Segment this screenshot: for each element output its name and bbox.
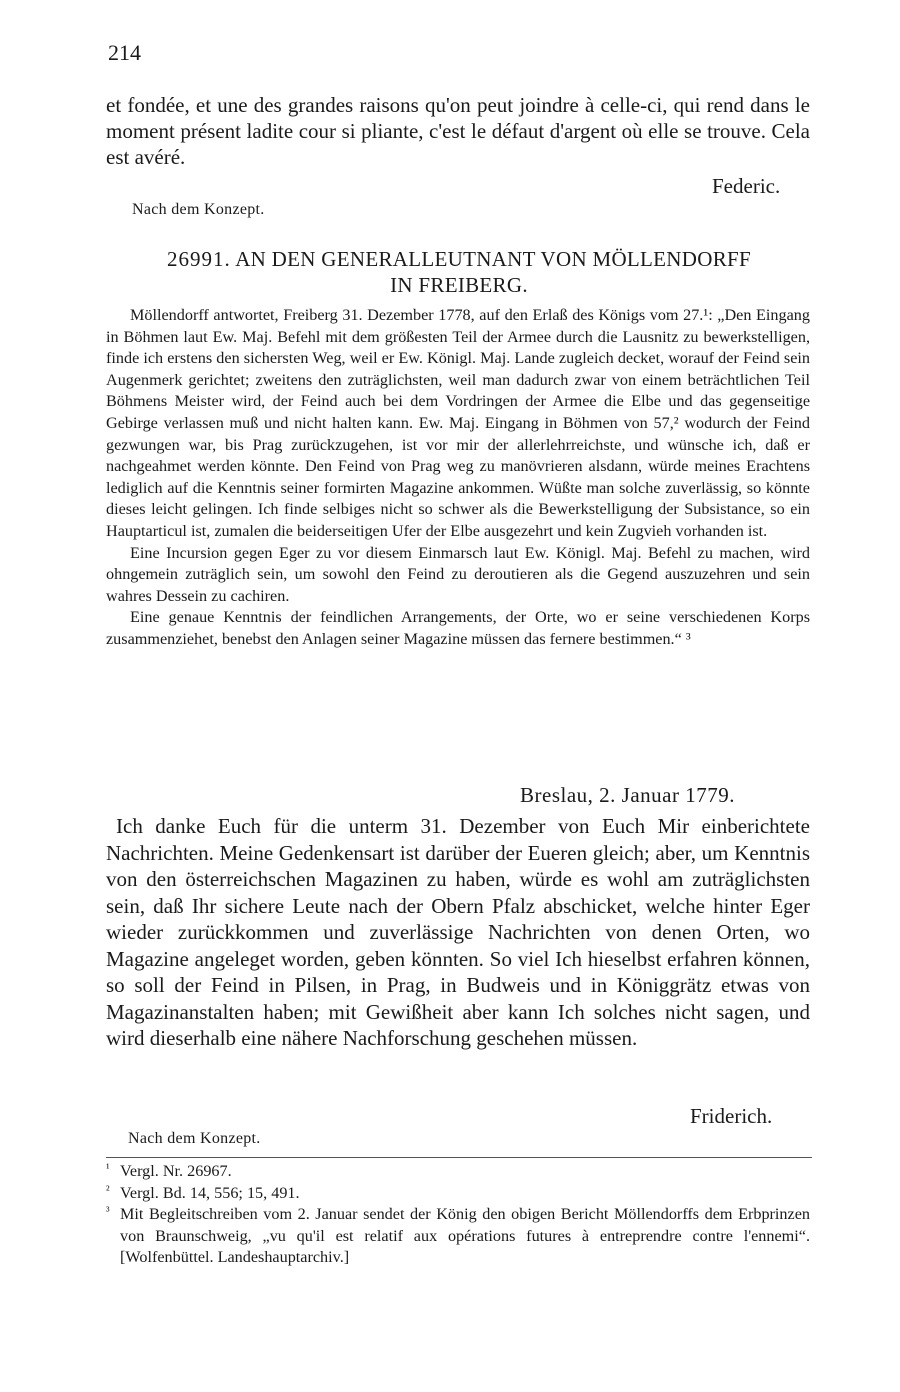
- summary-paragraph: Eine Incursion gegen Eger zu vor diesem Einmarsch laut Ew. Königl. Maj. Befehl zu machen, wird ohngemein zuträglich sein, um sowohl den Feind zu deroutieren als die Gegend auszuzehren und sein wahres Dessein zu cachiren.: [106, 543, 810, 605]
- footnotes: [106, 1161, 810, 1269]
- heading-line-1: [106, 246, 812, 272]
- document-number: 26991.: [167, 247, 231, 271]
- footnote-mark: ³: [106, 1204, 110, 1218]
- summary-paragraph: Eine genaue Kenntnis der feindlichen Arrangements, der Orte, wo er seine verschiedenen Korps zusammenziehet, benebst den Anlagen seiner Magazine müssen das fernere bestimmen.“ ³: [106, 608, 810, 648]
- page-number: 214: [108, 40, 141, 65]
- letter-source-note: Nach dem Konzept.: [128, 1130, 261, 1147]
- opening-paragraph: [106, 92, 810, 170]
- footnote-text: Vergl. Bd. 14, 556; 15, 491.: [120, 1183, 300, 1202]
- footnote-mark: ²: [106, 1182, 110, 1197]
- letter-body: [106, 813, 810, 1052]
- heading-line-2: IN FREIBERG.: [390, 273, 528, 297]
- opening-text: et fondée, et une des grandes raisons qu'on peut joindre à celle-ci, qui rend dans le moment présent ladite cour si pliante, c'est le défaut d'argent où elle se trouve. Cela est avéré.: [106, 93, 810, 169]
- footnote: [106, 1204, 810, 1269]
- footnote-rule: [106, 1157, 812, 1158]
- heading-recipient: AN DEN GENERALLEUTNANT VON MÖLLENDORFF: [235, 247, 751, 271]
- summary-section: [106, 305, 810, 651]
- letter-text: Ich danke Euch für die unterm 31. Dezember von Euch Mir einberichtete Nachrichten. Meine Gedenkensart ist darüber der Eueren gleich; aber, um Kenntnis von den österreichschen Magazinen zu haben, würde es wohl am zuträglichsten sein, daß Ihr sichere Leute nach der Obern Pfalz abschicket, welche hinter Eger wieder zurückkommen und zuverlässige Nachrichten von denen Orten, wo Magazine angeleget worden, geben könnten. So viel Ich hieselbst erfahren können, so soll der Feind in Pilsen, in Prag, in Budweis und in Königgrätz etwas von Magazinanstalten haben; mit Gewißheit aber kann Ich solches nicht sagen, und wird dieserhalb eine nähere Nachforschung geschehen müssen.: [106, 814, 810, 1050]
- footnote-text: Mit Begleitschreiben vom 2. Januar sendet der König den obigen Bericht Möllendorffs dem Erbprinzen von Braunschweig, „vu qu'il est relatif aux opérations futures à entreprendre contre l'ennemi“. [Wolfenbüttel. Landeshauptarchiv.]: [120, 1205, 810, 1266]
- footnote: [106, 1161, 810, 1183]
- document-heading: [106, 246, 812, 298]
- opening-signature: Federic.: [712, 174, 781, 198]
- summary-paragraph: Möllendorff antwortet, Freiberg 31. Dezember 1778, auf den Erlaß des Königs vom 27.¹: „Den Eingang in Böhmen laut Ew. Maj. Befehl mit dem größesten Teil der Armee durch die Lausnitz zu bewerkstelligen, finde ich erstens den sichersten Weg, weil er Ew. Königl. Maj. Lande zugleich decket, worauf der Feind sein Augenmerk gerichtet; zweitens den zuträglichsten, weil man dadurch zwar von einem beträchtlichen Teil Böhmens Meister wird, der Feind auch bei dem Vordringen der Armee die Elbe und das gegenseitige Gebirge verlassen muß und nicht halten kann. Ew. Maj. Eingang in Böhmen von 57,² wodurch der Feind gezwungen war, bis Prag zurückzugehen, ist vor mir der allerlehrreichste, und wünsche ich, daß er nachgeahmet werden könnte. Den Feind von Prag weg zu manövrieren alsdann, würde meines Erachtens lediglich auf die Kenntnis seiner formirten Magazine ankommen. Wüßte man solche zuverlässig, so könnte dieses leicht gelingen. Ich finde selbiges nicht so schwer als die Bewerkstelligung der Subsistance, so ein Hauptarticul ist, zumalen die beiderseitigen Ufer der Elbe ausgezehrt und kein Zugvieh vorhanden ist.: [106, 306, 810, 540]
- letter-dateline: Breslau, 2. Januar 1779.: [520, 783, 735, 807]
- footnote-mark: ¹: [106, 1161, 110, 1175]
- letter-signature: Friderich.: [690, 1104, 773, 1128]
- opening-source-note: Nach dem Konzept.: [132, 201, 265, 218]
- footnote-text: Vergl. Nr. 26967.: [120, 1162, 232, 1180]
- footnote: [106, 1183, 810, 1205]
